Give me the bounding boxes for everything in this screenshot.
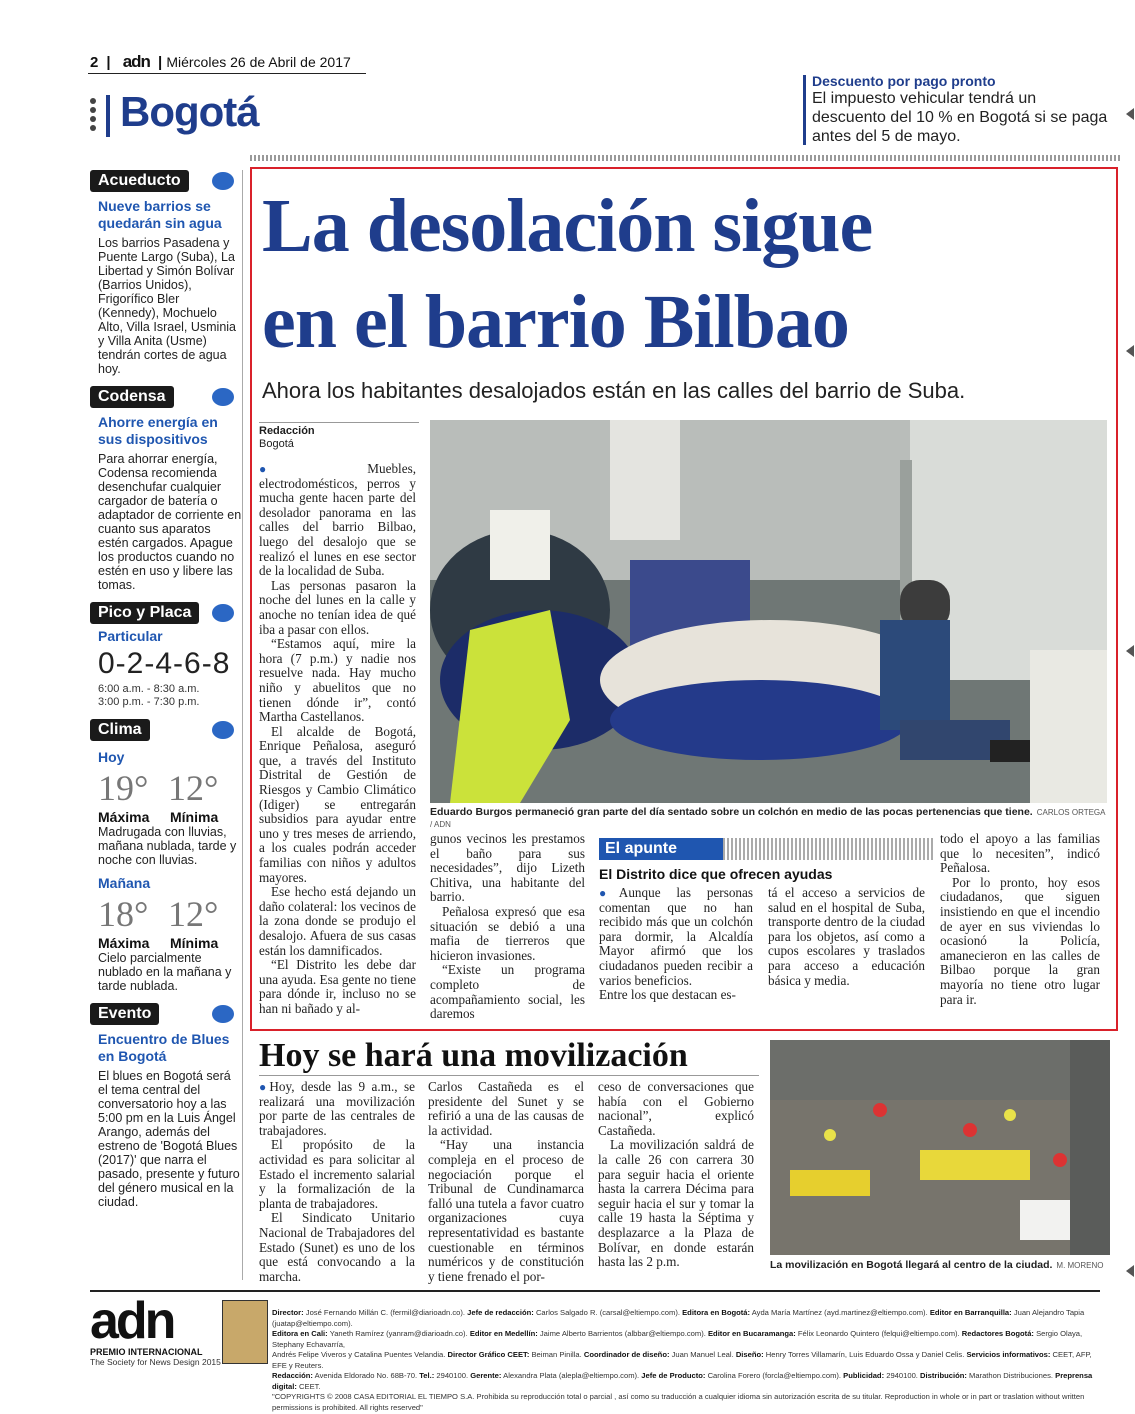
article2-column-3 (598, 1080, 754, 1270)
paragraph: ●Muebles, electrodomésticos, perros y mucha gente hacen parte del desolador panorama en las calles del barrio Bilbao, luego del desalojo que se realizó el lunes en ese sector de la localidad de Suba. (259, 461, 416, 579)
paragraph: ●Hoy, desde las 9 a.m., se realizará una movilización por parte de las centrales de trabajadores. (259, 1079, 415, 1138)
copyright-line: "COPYRIGHTS © 2008 CASA EDITORIAL EL TIEMPO S.A. Prohibida su reproducción total o parcial , así como su traducción a cualquier idioma sin autorización escrita de su titular. Reproduction in whole or in part or traslation without written permissions is prohibited. All rights reserved" (272, 1392, 1085, 1412)
weather-today-label: Hoy (98, 749, 125, 765)
footer-rule (90, 1290, 1100, 1292)
street-march-photo (770, 1040, 1110, 1255)
paragraph: El Sindicato Unitario Nacional de Trabajadores del Estado (Sunet) es uno de los que está convocando a la marcha. (259, 1210, 415, 1284)
schedule-afternoon: 3:00 p.m. - 7:30 p.m. (98, 696, 200, 708)
paragraph: “El Distrito les debe dar una ayuda. Esa gente no tiene para dónde ir, incluso no se han ni bañado y al- (259, 957, 416, 1016)
article2-column-1 (259, 1080, 415, 1284)
speech-bubble-icon (212, 604, 234, 622)
secondary-headline: Hoy se hará una movilización (259, 1037, 688, 1074)
promo-text: El impuesto vehicular tendrá un descuento del 10 % en Bogotá si se paga antes del 5 de mayo. (812, 90, 1108, 145)
photo-caption (430, 806, 1107, 830)
header-rule (88, 73, 366, 74)
paragraph: “Hay una instancia compleja en el proceso de negociación porque el Tribunal de Cundinamarca falló una tutela a favor cuatro organizaciones cuya representatividad es bastante cuestionable en términos numéricos y de constitución y tiene frenado el por- (428, 1137, 584, 1284)
sidebar-pico-placa (90, 602, 242, 709)
paragraph: gunos vecinos les prestamos el baño para sus necesidades”, dijo Lizeth Chitiva, una habitante del barrio. (430, 831, 585, 905)
page-number: 2 (90, 54, 99, 71)
speech-bubble-icon (212, 1005, 234, 1023)
scan-edge-marker-icon (1126, 345, 1134, 357)
paragraph: Peñalosa expresó que esa situación se debió a una mafia de tierreros que hicieron invasiones. (430, 903, 585, 963)
min-label: Mínima (170, 809, 219, 825)
article-column-2 (430, 832, 585, 1022)
sidebar-tag: Clima (90, 719, 150, 741)
award-label: PREMIO INTERNACIONAL (90, 1347, 203, 1357)
evicted-belongings-photo (430, 420, 1107, 803)
temp-max: 18° (98, 894, 149, 934)
caption-text: La movilización en Bogotá llegará al centro de la ciudad. (770, 1259, 1053, 1271)
headline-line-2: en el barrio Bilbao (262, 280, 849, 364)
footer-logo: adn (90, 1292, 174, 1350)
apunte-headline: El Distrito dice que ofrecen ayudas (599, 866, 833, 882)
weather-today-temps (98, 767, 242, 809)
paragraph: Entre los que destacan es- (599, 987, 736, 1003)
paragraph: ●Aunque las personas comentan que no han recibido más que un colchón para dormir, la Alcaldía Mayor afirmó que los ciudadanos pueden recibir a varios beneficios. (599, 885, 754, 988)
credits-line: Director: José Fernando Millán C. (fermil@diarioadn.co). Jefe de redacción: Carlos Salgado R. (carsal@eltiempo.com). Editora en Bogotá: Ayda María Martínez (ayd.martinez@eltiempo.com). Editor en Barranquilla: Juan Alejandro Tapia (juatap@eltiempo.com). (272, 1308, 1085, 1328)
sidebar-text: Para ahorrar energía, Codensa recomienda desenchufar cualquier cargador de batería o adaptador de corriente en cuanto sus aparatos estén cargados. Apague los productos cuando no estén en uso y libere las tomas. (98, 452, 242, 592)
photo-credit: M. MORENO (1056, 1261, 1104, 1270)
photo-credit: CARLOS ORTEGA / ADN (430, 808, 1106, 829)
promo-bar (803, 75, 806, 145)
sidebar-evento (90, 1003, 242, 1209)
min-label: Mínima (170, 935, 219, 951)
scan-edge-marker-icon (1126, 645, 1134, 657)
paragraph: El alcalde de Bogotá, Enrique Peñalosa, aseguró que, a través del Instituto Distrital de Gestión de Riesgos y Cambio Climático (Idiger) se entregarán subsidios para ayudar entre uno y tres meses de arriendo, a los cuales podrán acceder familias con niños y adultos mayores. (259, 723, 416, 885)
paragraph: “Existe un programa completo de acompañamiento social, les daremos (430, 962, 585, 1022)
weather-tomorrow-label: Mañana (98, 875, 151, 891)
apunte-tag: El apunte (599, 838, 723, 860)
max-label: Máxima (98, 935, 150, 951)
paragraph: ceso de conversaciones que había con el Gobierno nacional”, explicó Castañeda. (598, 1079, 754, 1138)
sidebar-acueducto (90, 170, 242, 376)
paragraph: todo el apoyo a las familias que lo necesiten”, indicó Peñalosa. (940, 831, 1100, 876)
sidebar-headline: Nueve barrios se quedarán sin agua (98, 198, 222, 231)
sidebar-tag: Evento (90, 1003, 159, 1025)
apunte-column-2 (768, 886, 925, 988)
sidebar-headline: Encuentro de Blues en Bogotá (98, 1031, 230, 1064)
sidebar-tag: Pico y Placa (90, 602, 199, 624)
paragraph: Carlos Castañeda es el presidente del Sunet y se refirió a una de las causas de la actividad. (428, 1079, 584, 1138)
masthead-credits (272, 1308, 1102, 1413)
weather-tomorrow-text: Cielo parcialmente nublado en la mañana y tarde nublada. (98, 951, 232, 993)
speech-bubble-icon (212, 721, 234, 739)
bullet-dot-icon: ● (599, 886, 619, 900)
headline-line-1: La desolación sigue (262, 184, 873, 268)
paragraph: Por lo pronto, hoy esos ciudadanos, que siguen insistiendo en que el incendio de ayer en sus viviendas lo ocasionó la Policía, amanecieron en las calles de Bilbao porque la gran mayoría no tiene otro lugar para ir. (940, 874, 1100, 1007)
sidebar-text: El blues en Bogotá será el tema central del conversatorio hoy a las 5:00 pm en la Luis Ángel Arango, además del estreno de 'Bogotá Blues (2017)' que narra el pasado, presente y futuro del género musical en la ciudad. (98, 1069, 240, 1209)
march-photo (770, 1040, 1110, 1255)
sidebar-text: Los barrios Pasadena y Puente Largo (Suba), La Libertad y Simón Bolívar (Barrios Unidos), Frigorífico Bler (Kennedy), Mochuelo Alto, Villa Israel, Usminia y Villa Anita (Usme) tendrán cortes de agua hoy. (98, 236, 237, 376)
temp-max: 19° (98, 768, 149, 808)
stripe-divider (250, 155, 1120, 161)
secondary-rule (259, 1075, 759, 1076)
article2-column-2 (428, 1080, 584, 1284)
paragraph: El propósito de la actividad es para solicitar al Estado el incremento salarial y la formalización de la planta de trabajadores. (259, 1137, 415, 1211)
paragraph: “Estamos aquí, mire la hora (7 p.m.) y nadie nos resuelve nada. Hay mucho niño y abuelitos que no tienen dónde ir”, contó Martha Castellanos. (259, 636, 416, 725)
award-badge-icon (222, 1300, 268, 1364)
sidebar-headline: Ahorre energía en sus dispositivos (98, 414, 218, 447)
main-photo (430, 420, 1107, 803)
sidebar-headline: Particular (98, 628, 163, 644)
section-title: Bogotá (120, 88, 259, 135)
temp-labels (98, 809, 242, 825)
sidebar-tag: Acueducto (90, 170, 189, 192)
section-dots-icon (90, 98, 98, 136)
apunte-stripe (723, 838, 935, 860)
max-label: Máxima (98, 809, 150, 825)
schedule-morning: 6:00 a.m. - 8:30 a.m. (98, 683, 200, 695)
speech-bubble-icon (212, 388, 234, 406)
header-logo: adn (122, 52, 150, 71)
bullet-dot-icon: ● (259, 462, 368, 476)
scan-edge-marker-icon (1126, 1265, 1134, 1277)
main-headline (262, 178, 1102, 370)
weather-tomorrow-temps (98, 893, 242, 935)
paragraph: La movilización saldrá de la calle 26 con carrera 30 para seguir hacia el oriente hasta la carrera Décima para seguir hacia el sur y tomar la calle 19 hasta la Séptima y desplazarce a la Plaza de Bolívar, en donde estarán hasta las 2 p.m. (598, 1137, 754, 1270)
scan-edge-marker-icon (1126, 108, 1134, 120)
sidebar-clima (90, 719, 242, 993)
plate-digits: 0-2-4-6-8 (98, 647, 231, 680)
byline-role: Redacción (259, 425, 315, 437)
paragraph: Ese hecho está dejando un daño colateral: los vecinos de la zona donde se produjo el desalojo. Afuera de sus casas están los damnificados. (259, 884, 416, 958)
caption-text: Eduardo Burgos permaneció gran parte del día sentado sobre un colchón en medio de las pocas pertenencias que tiene. (430, 806, 1033, 818)
temp-labels (98, 935, 242, 951)
main-subheadline: Ahora los habitantes desalojados están en las calles del barrio de Suba. (262, 378, 966, 403)
credits-line: Editora en Cali: Yaneth Ramírez (yanram@diarioadn.co). Editor en Medellín: Jaime Alberto Barrientos (albbar@eltiempo.com). Editor en Bucaramanga: Félix Leonardo Quintero (felqui@eltiempo.com). Redactores Bogotá: Sergio Olaya, Stephany Echavarría, (272, 1329, 1083, 1349)
promo-title: Descuento por pago pronto (812, 73, 996, 89)
bullet-dot-icon: ● (259, 1080, 270, 1094)
march-photo-caption (770, 1259, 1110, 1271)
temp-min: 12° (168, 768, 219, 808)
speech-bubble-icon (212, 172, 234, 190)
paragraph: tá el acceso a servicios de salud en el hospital de Suba, transporte dentro de la ciudad para los objetos, así como a cupos escolares y traslados para acceso a educación básica y media. (768, 885, 925, 988)
article-column-5 (940, 832, 1100, 1007)
award-org: The Society for News Design 2015 (90, 1357, 221, 1367)
weather-today-text: Madrugada con lluvias, mañana nublada, tarde y noche con lluvias. (98, 825, 237, 867)
section-bar (106, 95, 110, 137)
promo-box (803, 73, 1113, 146)
paragraph: Las personas pasaron la noche del lunes en la calle y anoche no tenían idea de qué iba a pasar con ellos. (259, 577, 416, 637)
sidebar (90, 170, 243, 1280)
article-column-1 (259, 462, 416, 1017)
sidebar-tag: Codensa (90, 386, 174, 408)
issue-date: Miércoles 26 de Abril de 2017 (166, 54, 351, 70)
byline (259, 422, 419, 451)
apunte-column-1 (599, 886, 753, 1003)
sidebar-codensa (90, 386, 242, 592)
page-header: 2 | adn | Miércoles 26 de Abril de 2017 (90, 52, 351, 71)
credits-line: Andrés Felipe Viveros y Catalina Puentes Velandia. Director Gráfico CEET: Beiman Pinilla. Coordinador de diseño: Juan Manuel Leal. Diseño: Henry Torres Villamarín, Luis Eduardo Ossa y Daniel Celis. Servicios informativos: CEET, AFP, EFE y Reuters. (272, 1350, 1092, 1370)
credits-line: Redacción: Avenida Eldorado No. 68B-70. Tel.: 2940100. Gerente: Alexandra Plata (alepla@eltiempo.com). Jefe de Producto: Carolina Forero (forcla@eltiempo.com). Publicidad: 2940100. Distribución: Marathon Distribuciones. Preprensa digital: CEET. (272, 1371, 1093, 1391)
byline-city: Bogotá (259, 438, 294, 450)
temp-min: 12° (168, 894, 219, 934)
